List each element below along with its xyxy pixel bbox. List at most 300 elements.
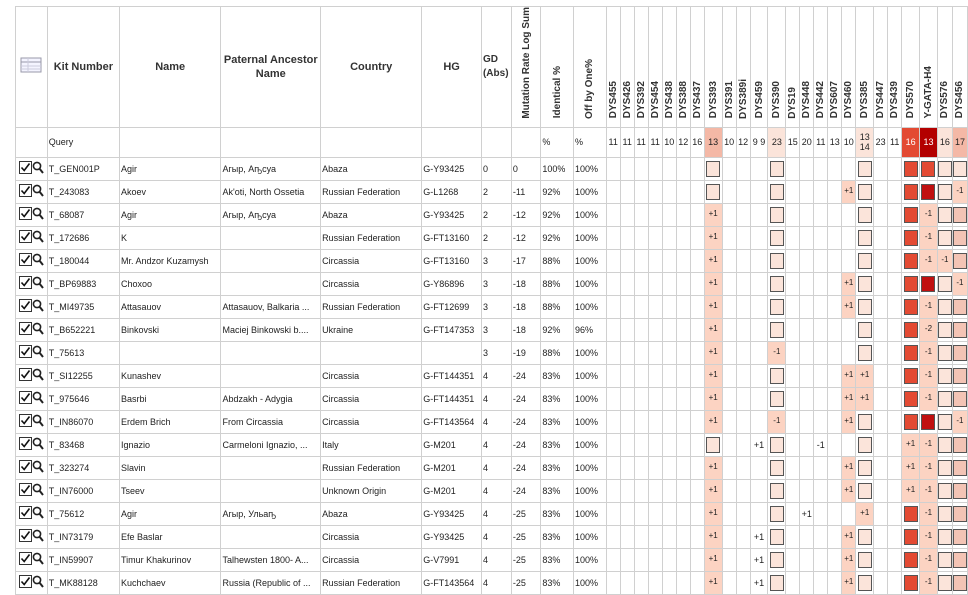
query-marker-value: 13	[704, 127, 722, 157]
marker-diff-box	[953, 368, 967, 384]
marker-cell	[690, 295, 704, 318]
cell-kit-number[interactable]: T_243083	[47, 180, 119, 203]
cell-paternal-ancestor: Attasauov, Balkaria ...	[221, 295, 321, 318]
marker-diff-box	[953, 391, 967, 407]
row-checkbox[interactable]	[19, 575, 32, 590]
marker-cell	[888, 387, 902, 410]
col-gd[interactable]: GD (Abs)	[481, 7, 511, 128]
marker-cell	[856, 387, 874, 410]
marker-cell	[722, 272, 736, 295]
cell-kit-number[interactable]: T_GEN001P	[47, 157, 119, 180]
marker-cell	[722, 502, 736, 525]
cell-kit-number[interactable]: T_75613	[47, 341, 119, 364]
marker-cell	[842, 318, 856, 341]
marker-cell	[920, 456, 938, 479]
marker-diff-box	[770, 253, 784, 269]
cell-mutation-rate: -24	[511, 479, 540, 502]
cell-haplogroup: G-M201	[422, 456, 482, 479]
marker-cell	[842, 502, 856, 525]
row-checkbox[interactable]	[19, 299, 32, 314]
marker-cell	[606, 548, 620, 571]
marker-cell	[634, 295, 648, 318]
col-kit-number[interactable]: Kit Number	[47, 7, 119, 128]
marker-cell	[937, 295, 952, 318]
marker-cell	[676, 203, 690, 226]
magnifier-icon[interactable]	[32, 552, 44, 567]
marker-cell	[937, 203, 952, 226]
marker-diff-box: +1	[708, 484, 718, 494]
magnifier-icon[interactable]	[32, 506, 44, 521]
marker-cell	[874, 318, 888, 341]
query-marker-value: 20	[800, 127, 814, 157]
cell-kit-number[interactable]: T_IN86070	[47, 410, 119, 433]
marker-cell	[662, 433, 676, 456]
marker-diff-box	[858, 437, 872, 453]
cell-kit-number[interactable]: T_IN76000	[47, 479, 119, 502]
table-row[interactable]	[16, 364, 968, 387]
cell-kit-number[interactable]: T_MK88128	[47, 571, 119, 594]
marker-cell	[856, 341, 874, 364]
cell-mutation-rate: -24	[511, 364, 540, 387]
cell-mutation-rate: -24	[511, 433, 540, 456]
row-actions	[16, 341, 48, 364]
cell-kit-number[interactable]: T_MI49735	[47, 295, 119, 318]
table-icon[interactable]	[20, 56, 42, 74]
magnifier-icon[interactable]	[32, 483, 44, 498]
cell-identical-percent: 83%	[541, 410, 574, 433]
marker-cell	[937, 456, 952, 479]
marker-cell	[874, 295, 888, 318]
marker-cell	[920, 387, 938, 410]
table-row[interactable]	[16, 180, 968, 203]
table-row[interactable]	[16, 433, 968, 456]
marker-cell	[874, 502, 888, 525]
marker-diff-box	[858, 460, 872, 476]
marker-diff-box	[938, 460, 952, 476]
cell-identical-percent: 88%	[541, 295, 574, 318]
marker-cell	[786, 318, 800, 341]
marker-cell	[768, 364, 786, 387]
marker-diff-box	[938, 299, 952, 315]
marker-diff-box	[938, 391, 952, 407]
marker-diff-box: +1	[860, 392, 870, 402]
magnifier-icon[interactable]	[32, 184, 44, 199]
cell-name: Efe Baslar	[119, 525, 221, 548]
marker-cell	[620, 249, 634, 272]
marker-cell	[648, 525, 662, 548]
marker-cell	[634, 364, 648, 387]
marker-cell	[648, 479, 662, 502]
marker-cell	[902, 387, 920, 410]
row-actions	[16, 502, 48, 525]
table-row[interactable]	[16, 157, 968, 180]
row-actions	[16, 272, 48, 295]
marker-cell	[902, 272, 920, 295]
marker-diff-box	[904, 368, 918, 384]
cell-name: Attasauov	[119, 295, 221, 318]
marker-diff-box	[904, 345, 918, 361]
magnifier-icon[interactable]	[32, 460, 44, 475]
marker-diff-box	[770, 391, 784, 407]
marker-cell	[814, 272, 828, 295]
marker-diff-box: +1	[708, 346, 718, 356]
cell-haplogroup: G-FT147353	[422, 318, 482, 341]
marker-diff-box	[938, 575, 952, 591]
table-row[interactable]	[16, 203, 968, 226]
table-row[interactable]	[16, 318, 968, 341]
col-marker: DYS442	[814, 7, 828, 128]
magnifier-icon[interactable]	[32, 529, 44, 544]
marker-diff-box	[938, 184, 952, 200]
col-marker: DYS385	[856, 7, 874, 128]
row-checkbox[interactable]	[19, 253, 32, 268]
marker-cell	[800, 295, 814, 318]
marker-cell	[786, 180, 800, 203]
cell-kit-number[interactable]: T_975646	[47, 387, 119, 410]
marker-cell	[736, 203, 750, 226]
cell-identical-percent: 83%	[541, 502, 574, 525]
marker-diff-box	[770, 161, 784, 177]
row-checkbox[interactable]	[19, 391, 32, 406]
cell-kit-number[interactable]: T_172686	[47, 226, 119, 249]
marker-cell	[690, 387, 704, 410]
cell-haplogroup: G-M201	[422, 433, 482, 456]
marker-cell	[704, 157, 722, 180]
marker-cell	[690, 157, 704, 180]
marker-cell	[856, 456, 874, 479]
marker-cell	[704, 502, 722, 525]
cell-paternal-ancestor: Агыр, Ульаҧ	[221, 502, 321, 525]
col-paternal-ancestor[interactable]: Paternal Ancestor Name	[221, 7, 321, 128]
cell-kit-number[interactable]: T_83468	[47, 433, 119, 456]
marker-cell	[874, 203, 888, 226]
marker-cell	[648, 456, 662, 479]
marker-diff-box: +1	[906, 438, 916, 448]
magnifier-icon[interactable]	[32, 575, 44, 590]
cell-mutation-rate: -18	[511, 272, 540, 295]
marker-cell	[634, 387, 648, 410]
marker-cell	[676, 249, 690, 272]
marker-cell	[786, 364, 800, 387]
marker-cell	[952, 525, 967, 548]
cell-name: Akoev	[119, 180, 221, 203]
marker-cell	[704, 272, 722, 295]
marker-cell	[902, 318, 920, 341]
cell-mutation-rate: -25	[511, 571, 540, 594]
marker-cell	[952, 157, 967, 180]
table-row[interactable]	[16, 456, 968, 479]
col-marker: DYS456	[952, 7, 967, 128]
marker-diff-box	[858, 345, 872, 361]
marker-diff-box	[858, 299, 872, 315]
marker-cell	[662, 203, 676, 226]
cell-kit-number[interactable]: T_BP69883	[47, 272, 119, 295]
marker-cell	[828, 433, 842, 456]
magnifier-icon[interactable]	[32, 253, 44, 268]
marker-diff-box	[706, 437, 720, 453]
marker-cell	[606, 272, 620, 295]
row-actions	[16, 479, 48, 502]
cell-kit-number[interactable]: T_75612	[47, 502, 119, 525]
marker-cell	[606, 180, 620, 203]
marker-cell	[690, 203, 704, 226]
marker-cell	[828, 318, 842, 341]
marker-cell	[856, 203, 874, 226]
query-spacer	[16, 127, 48, 157]
row-checkbox[interactable]	[19, 322, 32, 337]
marker-cell	[648, 203, 662, 226]
cell-paternal-ancestor	[221, 525, 321, 548]
marker-cell	[856, 525, 874, 548]
marker-cell	[902, 525, 920, 548]
marker-diff-box: +1	[708, 300, 718, 310]
marker-diff-box: +1	[708, 576, 718, 586]
marker-cell	[888, 548, 902, 571]
cell-country: Circassia	[321, 272, 422, 295]
cell-name: Choxoo	[119, 272, 221, 295]
marker-diff-box	[938, 345, 952, 361]
row-checkbox[interactable]	[19, 552, 32, 567]
marker-cell	[750, 272, 768, 295]
magnifier-icon[interactable]	[32, 207, 44, 222]
marker-cell	[874, 433, 888, 456]
marker-cell	[952, 180, 967, 203]
cell-off-by-one-percent: 100%	[574, 479, 607, 502]
cell-off-by-one-percent: 100%	[574, 203, 607, 226]
marker-diff-box: -1	[924, 530, 933, 540]
marker-cell	[828, 249, 842, 272]
cell-kit-number[interactable]: T_180044	[47, 249, 119, 272]
magnifier-icon[interactable]	[32, 414, 44, 429]
cell-country: Circassia	[321, 410, 422, 433]
row-checkbox[interactable]	[19, 529, 32, 544]
cell-haplogroup: G-FT13160	[422, 249, 482, 272]
marker-cell	[856, 502, 874, 525]
magnifier-icon[interactable]	[32, 322, 44, 337]
marker-diff-box: +1	[708, 231, 718, 241]
table-row[interactable]	[16, 479, 968, 502]
cell-kit-number[interactable]: T_B652221	[47, 318, 119, 341]
cell-genetic-distance: 3	[481, 341, 511, 364]
cell-mutation-rate: -17	[511, 249, 540, 272]
row-checkbox[interactable]	[19, 161, 32, 176]
cell-mutation-rate: -18	[511, 295, 540, 318]
magnifier-icon[interactable]	[32, 276, 44, 291]
marker-cell	[736, 410, 750, 433]
marker-cell	[620, 387, 634, 410]
marker-cell	[750, 295, 768, 318]
marker-diff-box	[858, 414, 872, 430]
marker-cell	[736, 272, 750, 295]
col-country[interactable]: Country	[321, 7, 422, 128]
match-table	[15, 6, 968, 595]
marker-cell	[722, 318, 736, 341]
marker-cell	[704, 433, 722, 456]
marker-diff-box	[953, 322, 967, 338]
marker-cell	[856, 433, 874, 456]
magnifier-icon[interactable]	[32, 368, 44, 383]
table-row[interactable]	[16, 410, 968, 433]
cell-paternal-ancestor: Russia (Republic of ...	[221, 571, 321, 594]
table-row[interactable]	[16, 548, 968, 571]
marker-cell	[920, 502, 938, 525]
marker-cell	[814, 433, 828, 456]
marker-cell	[620, 456, 634, 479]
marker-diff-value: -1	[816, 439, 825, 450]
row-checkbox[interactable]	[19, 506, 32, 521]
marker-cell	[786, 272, 800, 295]
marker-cell	[814, 341, 828, 364]
magnifier-icon[interactable]	[32, 230, 44, 245]
marker-cell	[786, 433, 800, 456]
cell-identical-percent: 83%	[541, 479, 574, 502]
marker-cell	[888, 410, 902, 433]
marker-cell	[920, 249, 938, 272]
row-checkbox[interactable]	[19, 230, 32, 245]
magnifier-icon[interactable]	[32, 345, 44, 360]
row-checkbox[interactable]	[19, 368, 32, 383]
marker-cell	[874, 364, 888, 387]
marker-cell	[648, 548, 662, 571]
table-row[interactable]	[16, 341, 968, 364]
col-off-by-one[interactable]: Off by One%	[574, 7, 607, 128]
marker-cell	[634, 180, 648, 203]
cell-haplogroup: G-Y86896	[422, 272, 482, 295]
marker-cell	[620, 548, 634, 571]
marker-cell	[814, 479, 828, 502]
marker-cell	[842, 456, 856, 479]
marker-cell	[842, 226, 856, 249]
marker-cell	[800, 203, 814, 226]
marker-cell	[842, 272, 856, 295]
marker-cell	[750, 226, 768, 249]
row-checkbox[interactable]	[19, 207, 32, 222]
marker-diff-box	[858, 184, 872, 200]
col-mutation-rate[interactable]: Mutation Rate Log Sum	[511, 7, 540, 128]
marker-diff-box	[953, 253, 967, 269]
table-row[interactable]	[16, 226, 968, 249]
marker-diff-box	[938, 322, 952, 338]
query-marker-value: 13	[920, 127, 938, 157]
marker-diff-box: -1	[941, 254, 949, 264]
row-checkbox[interactable]	[19, 483, 32, 498]
col-hg[interactable]: HG	[422, 7, 482, 128]
col-identical[interactable]: Identical %	[541, 7, 574, 128]
marker-diff-box	[706, 161, 720, 177]
marker-cell	[722, 479, 736, 502]
marker-cell	[750, 203, 768, 226]
marker-cell	[888, 456, 902, 479]
row-checkbox[interactable]	[19, 437, 32, 452]
marker-cell	[690, 272, 704, 295]
marker-diff-box	[858, 575, 872, 591]
cell-identical-percent: 83%	[541, 364, 574, 387]
cell-kit-number[interactable]: T_IN73179	[47, 525, 119, 548]
marker-cell	[750, 387, 768, 410]
cell-paternal-ancestor: Talhewsten 1800- A...	[221, 548, 321, 571]
marker-cell	[620, 410, 634, 433]
marker-cell	[662, 525, 676, 548]
marker-cell	[856, 226, 874, 249]
table-row[interactable]	[16, 295, 968, 318]
magnifier-icon[interactable]	[32, 299, 44, 314]
row-checkbox[interactable]	[19, 460, 32, 475]
query-off: %	[574, 127, 607, 157]
marker-cell	[606, 318, 620, 341]
marker-cell	[814, 525, 828, 548]
marker-cell	[736, 502, 750, 525]
marker-cell	[768, 548, 786, 571]
row-checkbox[interactable]	[19, 345, 32, 360]
cell-off-by-one-percent: 100%	[574, 525, 607, 548]
cell-kit-number[interactable]: T_323274	[47, 456, 119, 479]
query-marker-value: 11	[814, 127, 828, 157]
cell-kit-number[interactable]: T_SI12255	[47, 364, 119, 387]
marker-diff-box: +1	[708, 392, 718, 402]
marker-cell	[620, 364, 634, 387]
query-marker-value: 9 9	[750, 127, 768, 157]
cell-off-by-one-percent: 100%	[574, 341, 607, 364]
query-row	[16, 127, 968, 157]
marker-cell	[648, 226, 662, 249]
table-row[interactable]	[16, 525, 968, 548]
query-empty	[481, 127, 511, 157]
marker-cell	[828, 548, 842, 571]
marker-cell	[952, 387, 967, 410]
row-actions	[16, 387, 48, 410]
marker-diff-box: +1	[844, 277, 854, 287]
marker-cell	[676, 295, 690, 318]
magnifier-icon[interactable]	[32, 437, 44, 452]
marker-cell	[937, 157, 952, 180]
row-checkbox[interactable]	[19, 414, 32, 429]
marker-diff-box	[938, 230, 952, 246]
row-actions	[16, 249, 48, 272]
query-marker-value: 10	[842, 127, 856, 157]
table-row[interactable]	[16, 249, 968, 272]
marker-cell	[888, 203, 902, 226]
marker-cell	[814, 318, 828, 341]
marker-cell	[736, 433, 750, 456]
marker-diff-box: -1	[924, 346, 933, 356]
magnifier-icon[interactable]	[32, 391, 44, 406]
col-name[interactable]: Name	[119, 7, 221, 128]
marker-cell	[662, 341, 676, 364]
marker-diff-box	[770, 368, 784, 384]
table-row[interactable]	[16, 502, 968, 525]
magnifier-icon[interactable]	[32, 161, 44, 176]
marker-cell	[828, 272, 842, 295]
col-marker: DYS437	[690, 7, 704, 128]
table-row[interactable]	[16, 387, 968, 410]
cell-haplogroup: G-Y93425	[422, 157, 482, 180]
row-checkbox[interactable]	[19, 184, 32, 199]
cell-genetic-distance: 3	[481, 272, 511, 295]
cell-kit-number[interactable]: T_68087	[47, 203, 119, 226]
select-all-header[interactable]	[16, 7, 48, 128]
marker-diff-box: -1	[924, 438, 933, 448]
cell-paternal-ancestor: From Circassia	[221, 410, 321, 433]
marker-diff-box	[938, 437, 952, 453]
marker-cell	[888, 433, 902, 456]
table-row[interactable]	[16, 272, 968, 295]
marker-cell	[902, 249, 920, 272]
marker-diff-box	[938, 506, 952, 522]
cell-kit-number[interactable]: T_IN59907	[47, 548, 119, 571]
marker-diff-box	[770, 506, 784, 522]
row-checkbox[interactable]	[19, 276, 32, 291]
marker-diff-box	[953, 207, 967, 223]
